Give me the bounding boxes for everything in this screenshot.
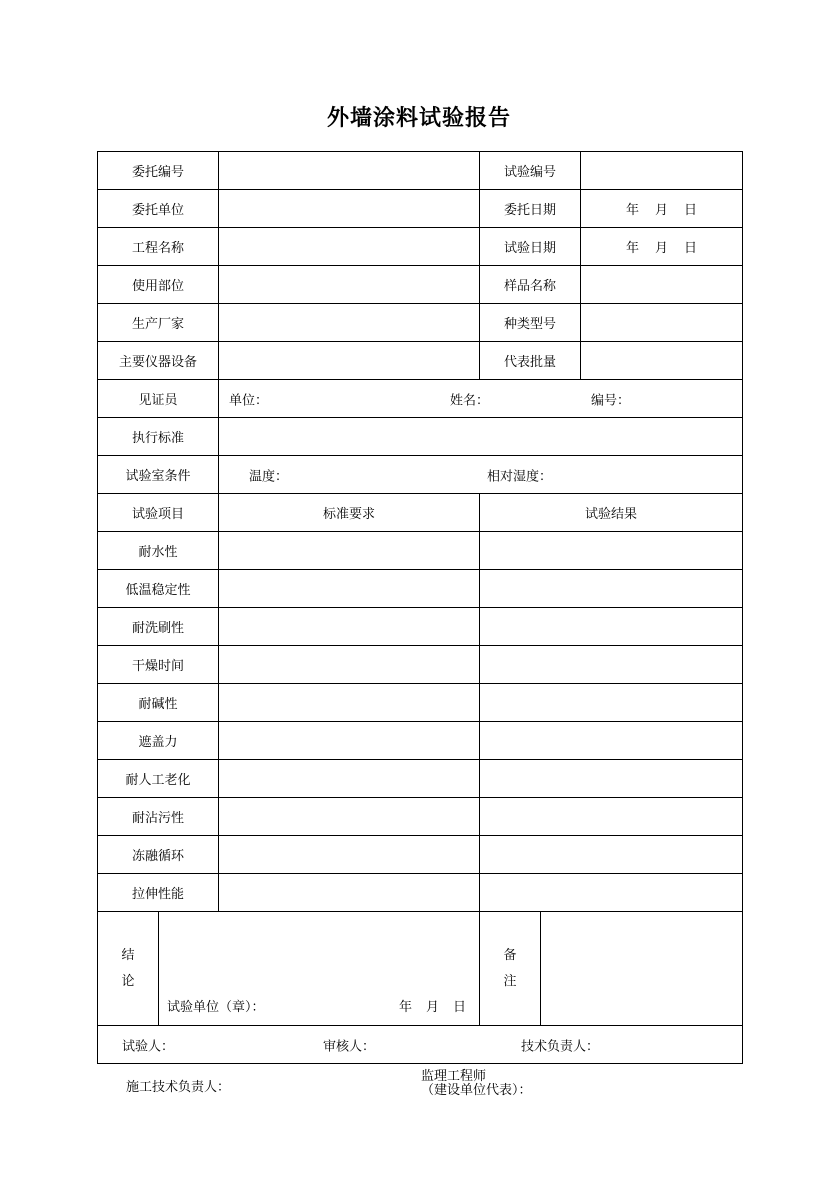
witness-number-label: 编号： [591,393,631,408]
field-type-model[interactable] [581,304,743,342]
row-item [98,722,743,760]
row-commission-number [98,152,743,190]
row-items-header [98,494,743,532]
header-test-item: 试验项目 [98,494,219,532]
row-manufacturer [98,304,743,342]
remark-char: 备 [503,947,517,963]
item-requirement-field[interactable] [219,760,480,798]
date-day: 日 [453,1000,467,1015]
field-witness[interactable] [219,380,743,418]
header-standard-requirement: 标准要求 [219,494,480,532]
label-equipment: 主要仪器设备 [98,342,219,380]
item-result-field[interactable] [480,874,743,912]
item-label: 耐洗刷性 [98,608,219,646]
date-month: 月 [426,1000,440,1015]
field-project-name[interactable] [219,228,480,266]
item-result-field[interactable] [480,532,743,570]
label-commission-unit: 委托单位 [98,190,219,228]
item-requirement-field[interactable] [219,570,480,608]
item-label: 冻融循环 [98,836,219,874]
item-label: 耐人工老化 [98,760,219,798]
row-standard [98,418,743,456]
item-label: 耐碱性 [98,684,219,722]
report-form [97,151,743,1064]
row-item [98,836,743,874]
item-requirement-field[interactable] [219,798,480,836]
label-conclusion [98,912,159,1026]
label-commission-date: 委托日期 [480,190,581,228]
tester-label: 试验人： [122,1039,175,1054]
field-conclusion[interactable] [159,912,480,1026]
label-commission-number: 委托编号 [98,152,219,190]
item-label: 干燥时间 [98,646,219,684]
label-usage-location: 使用部位 [98,266,219,304]
field-equipment[interactable] [219,342,480,380]
item-label: 遮盖力 [98,722,219,760]
supervisor-label [421,1070,532,1098]
row-witness [98,380,743,418]
remark-char: 注 [503,973,517,989]
item-requirement-field[interactable] [219,646,480,684]
date-day: 日 [684,203,698,218]
label-sample-name: 样品名称 [480,266,581,304]
label-manufacturer: 生产厂家 [98,304,219,342]
tech-lead-label: 技术负责人： [521,1039,600,1054]
field-commission-unit[interactable] [219,190,480,228]
label-standard: 执行标准 [98,418,219,456]
field-test-date[interactable] [581,228,743,266]
item-requirement-field[interactable] [219,532,480,570]
row-project-name [98,228,743,266]
item-label: 拉伸性能 [98,874,219,912]
label-project-name: 工程名称 [98,228,219,266]
item-result-field[interactable] [480,570,743,608]
row-equipment [98,342,743,380]
conclusion-date [399,996,480,1015]
row-item [98,798,743,836]
date-year: 年 [626,203,640,218]
item-requirement-field[interactable] [219,608,480,646]
row-item [98,570,743,608]
field-lab-conditions[interactable] [219,456,743,494]
field-batch-quantity[interactable] [581,342,743,380]
row-usage-location [98,266,743,304]
construction-lead-label: 施工技术负责人： [126,1080,231,1095]
item-result-field[interactable] [480,722,743,760]
page-title: 外墙涂料试验报告 [326,106,511,131]
item-requirement-field[interactable] [219,874,480,912]
conclusion-char: 论 [121,973,135,989]
row-item [98,608,743,646]
item-requirement-field[interactable] [219,722,480,760]
row-signatures [98,1026,743,1064]
label-test-date: 试验日期 [480,228,581,266]
field-manufacturer[interactable] [219,304,480,342]
row-item [98,646,743,684]
date-year: 年 [626,241,640,256]
field-commission-date[interactable] [581,190,743,228]
row-item [98,684,743,722]
row-item [98,532,743,570]
item-result-field[interactable] [480,836,743,874]
supervisor-line2: （建设单位代表）： [421,1083,532,1098]
row-item [98,874,743,912]
item-label: 耐沾污性 [98,798,219,836]
date-month: 月 [655,241,669,256]
item-result-field[interactable] [480,760,743,798]
field-usage-location[interactable] [219,266,480,304]
item-requirement-field[interactable] [219,684,480,722]
label-witness: 见证员 [98,380,219,418]
field-standard[interactable] [219,418,743,456]
item-requirement-field[interactable] [219,836,480,874]
date-year: 年 [399,1000,413,1015]
label-lab-conditions: 试验室条件 [98,456,219,494]
temperature-label: 温度： [249,469,289,484]
item-label: 耐水性 [98,532,219,570]
supervisor-line1: 监理工程师 [421,1069,487,1084]
item-result-field[interactable] [480,608,743,646]
label-remark [480,912,541,1026]
label-test-number: 试验编号 [480,152,581,190]
witness-unit-label: 单位： [229,393,269,408]
row-commission-unit [98,190,743,228]
field-commission-number[interactable] [219,152,480,190]
signature-row [98,1026,743,1064]
humidity-label: 相对湿度： [487,469,553,484]
row-item [98,760,743,798]
field-sample-name[interactable] [581,266,743,304]
row-lab-conditions [98,456,743,494]
test-unit-stamp-label: 试验单位（章）： [167,1000,265,1015]
witness-name-label: 姓名： [450,393,490,408]
date-month: 月 [655,203,669,218]
row-conclusion [98,912,743,1026]
label-batch-quantity: 代表批量 [480,342,581,380]
field-test-number[interactable] [581,152,743,190]
date-day: 日 [684,241,698,256]
item-result-field[interactable] [480,646,743,684]
header-test-result: 试验结果 [480,494,743,532]
item-label: 低温稳定性 [98,570,219,608]
item-result-field[interactable] [480,684,743,722]
field-remark[interactable] [541,912,743,1026]
reviewer-label: 审核人： [323,1039,376,1054]
label-type-model: 种类型号 [480,304,581,342]
item-result-field[interactable] [480,798,743,836]
conclusion-char: 结 [121,947,135,963]
